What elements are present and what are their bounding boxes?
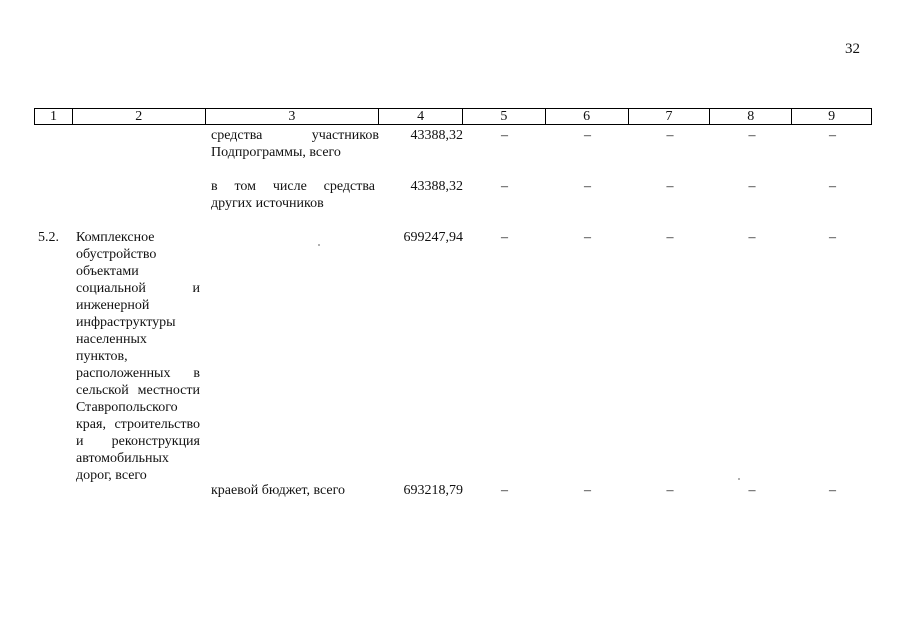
row-1-col9-value: – — [829, 128, 836, 143]
row-3-col8-value: – — [748, 230, 756, 245]
row-3-col5-value: – — [501, 230, 508, 245]
row-3-item-number: 5.2. — [38, 230, 59, 245]
row-3-col6-value: – — [584, 230, 591, 245]
column-header-1: 1 — [35, 109, 73, 124]
row-4-funding-source: краевой бюджет, всего — [211, 483, 346, 498]
column-header-6: 6 — [546, 109, 629, 124]
row-2-funding-source: в том числе средства других источников — [211, 179, 375, 211]
row-1-col8-value: – — [748, 128, 756, 143]
column-header-7: 7 — [629, 109, 711, 124]
column-header-8: 8 — [710, 109, 792, 124]
row-3-total-amount: 699247,94 — [403, 230, 463, 245]
row-1-total-amount: 43388,32 — [410, 128, 463, 143]
row-2-col5-value: – — [501, 179, 508, 194]
row-2-total-amount: 43388,32 — [410, 179, 463, 194]
row-4-col6-value: – — [584, 483, 591, 498]
row-2-col9-value: – — [829, 179, 836, 194]
row-4-col5-value: – — [501, 483, 508, 498]
scan-speck — [318, 244, 320, 246]
row-4-total-amount: 693218,79 — [403, 483, 463, 498]
row-2-col7-value: – — [666, 179, 674, 194]
column-header-4: 4 — [379, 109, 463, 124]
page-number: 32 — [845, 41, 860, 57]
row-4-col8-value: – — [748, 483, 756, 498]
row-1-col7-value: – — [666, 128, 674, 143]
row-3-item-description: Комплексное обустройство объектами социальной и инженерной инфраструктуры населенных пунктов, расположенных в сельской местности Ставропольского края, строительство и реконструкция автомобильных дорог, всего — [76, 230, 200, 483]
row-4-col9-value: – — [829, 483, 836, 498]
row-1-col6-value: – — [584, 128, 591, 143]
table-header-row — [34, 108, 872, 125]
scan-speck — [738, 478, 740, 480]
column-header-3: 3 — [206, 109, 380, 124]
row-1-col5-value: – — [501, 128, 508, 143]
row-4-col7-value: – — [666, 483, 674, 498]
row-3-col7-value: – — [666, 230, 674, 245]
row-3-col9-value: – — [829, 230, 836, 245]
column-header-5: 5 — [463, 109, 546, 124]
row-2-col8-value: – — [748, 179, 756, 194]
column-header-2: 2 — [73, 109, 206, 124]
row-2-col6-value: – — [584, 179, 591, 194]
column-header-9: 9 — [828, 109, 836, 124]
row-1-funding-source: средства участников Подпрограммы, всего — [211, 128, 379, 160]
